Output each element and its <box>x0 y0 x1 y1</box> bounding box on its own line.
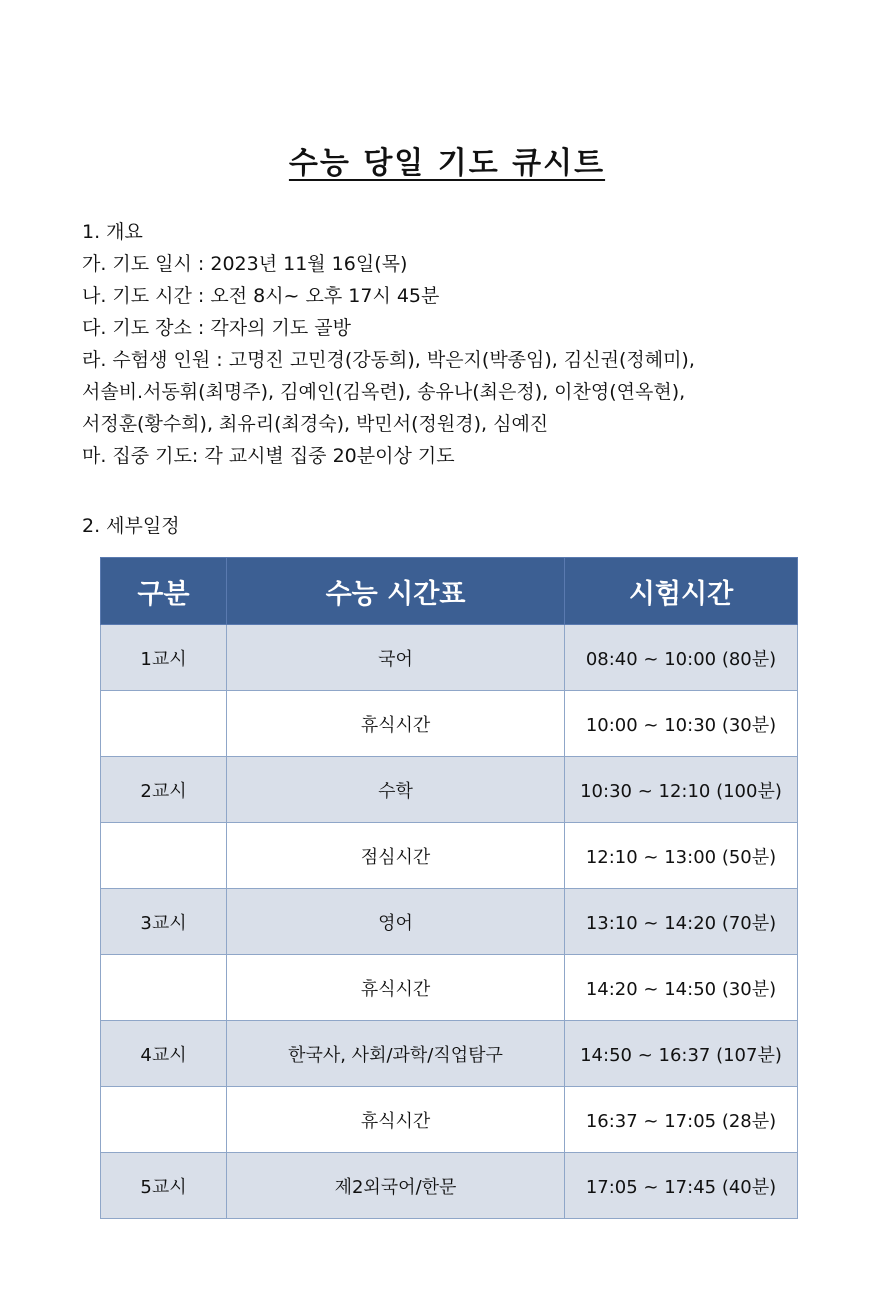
table-row <box>101 823 798 889</box>
subject-cell: 영어 <box>227 889 565 955</box>
table-row <box>101 1153 798 1219</box>
subject-cell: 제2외국어/한문 <box>227 1153 565 1219</box>
overview-line-focus: 마. 집중 기도: 각 교시별 집중 20분이상 기도 <box>82 445 455 467</box>
table-row <box>101 889 798 955</box>
period-cell: 1교시 <box>101 625 227 691</box>
table-row <box>101 691 798 757</box>
schedule-heading: 2. 세부일정 <box>82 515 180 537</box>
overview-heading: 1. 개요 <box>82 221 143 243</box>
column-header-time: 시험시간 <box>565 558 798 625</box>
column-header-period: 구분 <box>101 558 227 625</box>
overview-line-students-cont-2: 서정훈(황수희), 최유리(최경숙), 박민서(정원경), 심예진 <box>82 413 549 435</box>
overview-line-place: 다. 기도 장소 : 각자의 기도 골방 <box>82 317 351 339</box>
table-row <box>101 1087 798 1153</box>
subject-cell: 점심시간 <box>227 823 565 889</box>
table-row <box>101 757 798 823</box>
table-row <box>101 955 798 1021</box>
period-cell <box>101 955 227 1021</box>
period-cell: 5교시 <box>101 1153 227 1219</box>
column-header-subject: 수능 시간표 <box>227 558 565 625</box>
table-row <box>101 1021 798 1087</box>
period-cell <box>101 823 227 889</box>
schedule-table <box>100 557 798 1219</box>
time-cell: 14:50 ~ 16:37 (107분) <box>565 1021 798 1087</box>
overview-line-time: 나. 기도 시간 : 오전 8시~ 오후 17시 45분 <box>82 285 440 307</box>
overview-line-students-cont-1: 서솔비.서동휘(최명주), 김예인(김옥련), 송유나(최은정), 이찬영(연옥현), <box>82 381 686 403</box>
overview-section <box>82 216 695 472</box>
subject-cell: 휴식시간 <box>227 691 565 757</box>
time-cell: 12:10 ~ 13:00 (50분) <box>565 823 798 889</box>
subject-cell: 휴식시간 <box>227 1087 565 1153</box>
schedule-table-wrap <box>100 557 797 1219</box>
table-header-row <box>101 558 798 625</box>
time-cell: 08:40 ~ 10:00 (80분) <box>565 625 798 691</box>
period-cell <box>101 691 227 757</box>
time-cell: 16:37 ~ 17:05 (28분) <box>565 1087 798 1153</box>
subject-cell: 휴식시간 <box>227 955 565 1021</box>
overview-line-students: 라. 수험생 인원 : 고명진 고민경(강동희), 박은지(박종임), 김신권(정혜미), <box>82 349 695 371</box>
time-cell: 17:05 ~ 17:45 (40분) <box>565 1153 798 1219</box>
time-cell: 14:20 ~ 14:50 (30분) <box>565 955 798 1021</box>
subject-cell: 국어 <box>227 625 565 691</box>
page-title: 수능 당일 기도 큐시트 <box>288 146 606 181</box>
overview-line-date: 가. 기도 일시 : 2023년 11월 16일(목) <box>82 253 408 275</box>
table-row <box>101 625 798 691</box>
time-cell: 13:10 ~ 14:20 (70분) <box>565 889 798 955</box>
period-cell <box>101 1087 227 1153</box>
period-cell: 2교시 <box>101 757 227 823</box>
time-cell: 10:00 ~ 10:30 (30분) <box>565 691 798 757</box>
subject-cell: 수학 <box>227 757 565 823</box>
period-cell: 4교시 <box>101 1021 227 1087</box>
period-cell: 3교시 <box>101 889 227 955</box>
time-cell: 10:30 ~ 12:10 (100분) <box>565 757 798 823</box>
schedule-section <box>82 510 180 542</box>
subject-cell: 한국사, 사회/과학/직업탐구 <box>227 1021 565 1087</box>
